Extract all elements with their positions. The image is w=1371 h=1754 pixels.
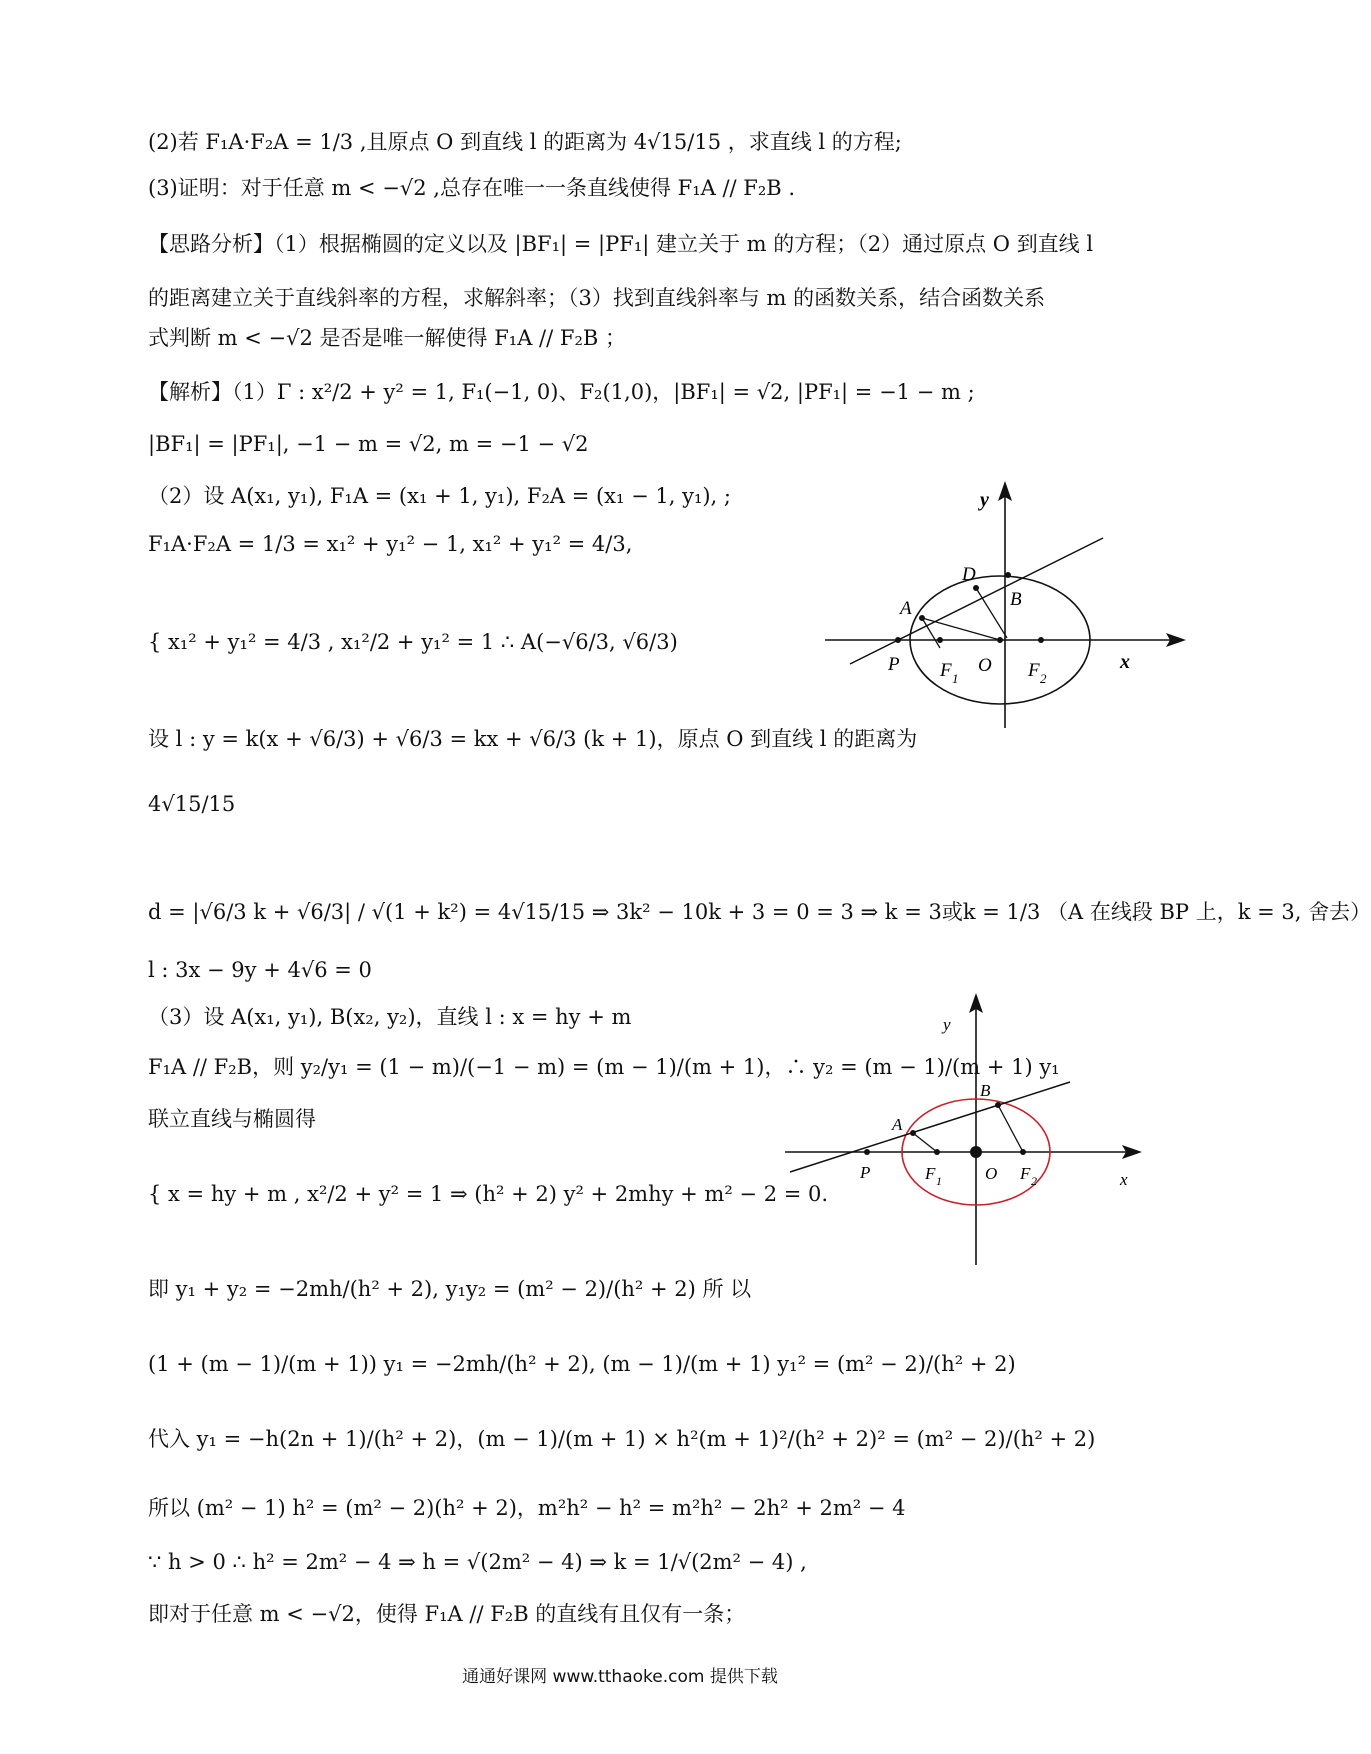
solution-1b: |BF₁| = |PF₁|, −1 − m = √2, m = −1 − √2	[148, 432, 589, 456]
label-y: y	[943, 1015, 951, 1034]
segment-AF1	[913, 1133, 937, 1152]
label-F2-sub: 2	[1031, 1174, 1037, 1188]
solution-1a: 【解析】（1）Γ : x²/2 + y² = 1, F₁(−1, 0)、F₂(1,0)，|BF₁| = √2, |PF₁| = −1 − m ;	[148, 380, 975, 404]
figure-ellipse-2	[780, 985, 1160, 1275]
solution-2g: l : 3x − 9y + 4√6 = 0	[148, 958, 372, 982]
label-F1-sub: 1	[952, 671, 959, 686]
label-F2: F	[1028, 660, 1040, 681]
solution-3b: F₁A // F₂B，则 y₂/y₁ = (1 − m)/(−1 − m) = (m − 1)/(m + 1)，∴ y₂ = (m − 1)/(m + 1) y₁	[148, 1055, 1060, 1079]
point-P	[895, 637, 901, 643]
question-2: (2)若 F₁A·F₂A = 1/3 ,且原点 O 到直线 l 的距离为 4√15/15 ，求直线 l 的方程;	[148, 130, 902, 154]
solution-3f: (1 + (m − 1)/(m + 1)) y₁ = −2mh/(h² + 2), (m − 1)/(m + 1) y₁² = (m² − 2)/(h² + 2)	[148, 1352, 1016, 1376]
solution-3a: （3）设 A(x₁, y₁), B(x₂, y₂)，直线 l : x = hy + m	[148, 1005, 632, 1029]
solution-2a: （2）设 A(x₁, y₁), F₁A = (x₁ + 1, y₁), F₂A = (x₁ − 1, y₁), ;	[148, 484, 731, 508]
solution-3c: 联立直线与椭圆得	[148, 1107, 316, 1131]
label-D: D	[962, 564, 976, 585]
label-A: A	[900, 598, 912, 619]
question-3: (3)证明：对于任意 m < −√2 ,总存在唯一一条直线使得 F₁A // F₂B .	[148, 176, 796, 200]
label-F2-sub: 2	[1040, 671, 1047, 686]
label-F1-sub: 1	[936, 1174, 942, 1188]
analysis-line-1: 【思路分析】（1）根据椭圆的定义以及 |BF₁| = |PF₁| 建立关于 m 的方程；（2）通过原点 O 到直线 l	[148, 232, 1094, 256]
label-P: P	[888, 654, 900, 675]
analysis-line-2: 的距离建立关于直线斜率的方程，求解斜率；（3）找到直线斜率与 m 的函数关系，结合函数关系	[148, 286, 1046, 310]
label-P: P	[860, 1163, 871, 1182]
point-F1	[934, 1149, 940, 1155]
point-B	[995, 1102, 1001, 1108]
line-l	[790, 1082, 1070, 1172]
segment-BF2	[998, 1105, 1023, 1152]
solution-2c: { x₁² + y₁² = 4/3 , x₁²/2 + y₁² = 1 ∴ A(−√6/3, √6/3)	[148, 630, 678, 654]
point-P	[864, 1149, 870, 1155]
solution-3e: 即 y₁ + y₂ = −2mh/(h² + 2), y₁y₂ = (m² − 2)/(h² + 2) 所 以	[148, 1277, 752, 1301]
footer: 通通好课网 www.tthaoke.com 提供下载	[462, 1667, 778, 1687]
solution-2e: 4√15/15	[148, 792, 236, 816]
point-F1	[937, 637, 943, 643]
solution-2d: 设 l : y = k(x + √6/3) + √6/3 = kx + √6/3 (k + 1)，原点 O 到直线 l 的距离为	[148, 727, 918, 751]
solution-3d: { x = hy + m , x²/2 + y² = 1 ⇒ (h² + 2) y² + 2mhy + m² − 2 = 0.	[148, 1182, 829, 1206]
point-D	[973, 585, 979, 591]
point-B	[1005, 572, 1011, 578]
label-B: B	[980, 1081, 991, 1100]
label-O: O	[978, 655, 992, 676]
solution-3h: 所以 (m² − 1) h² = (m² − 2)(h² + 2)，m²h² − h² = m²h² − 2h² + 2m² − 4	[148, 1496, 906, 1520]
solution-3j: 即对于任意 m < −√2，使得 F₁A // F₂B 的直线有且仅有一条；	[148, 1602, 746, 1626]
point-F2	[1020, 1149, 1026, 1155]
label-F1: F	[940, 660, 952, 681]
point-A	[919, 615, 925, 621]
label-A: A	[892, 1115, 903, 1134]
solution-2f: d = |√6/3 k + √6/3| / √(1 + k²) = 4√15/15 ⇒ 3k² − 10k + 3 = 0 = 3 ⇒ k = 3或k = 1/3 （A 在线段 BP 上，k = 3, 舍去）	[148, 900, 1371, 924]
solution-3i: ∵ h > 0 ∴ h² = 2m² − 4 ⇒ h = √(2m² − 4) ⇒ k = 1/√(2m² − 4) ,	[148, 1550, 807, 1574]
label-O: O	[985, 1164, 998, 1183]
segment-DB	[976, 588, 1007, 638]
label-F2: F	[1020, 1164, 1031, 1183]
point-O	[997, 637, 1003, 643]
solution-3g: 代入 y₁ = −h(2n + 1)/(h² + 2)，(m − 1)/(m + 1) × h²(m + 1)²/(h² + 2)² = (m² − 2)/(h² + 2)	[148, 1427, 1096, 1451]
label-y: y	[980, 489, 989, 511]
solution-2b: F₁A·F₂A = 1/3 = x₁² + y₁² − 1, x₁² + y₁² = 4/3,	[148, 532, 633, 556]
label-x: x	[1120, 651, 1130, 673]
point-A	[910, 1130, 916, 1136]
point-F2	[1038, 637, 1044, 643]
label-F1: F	[925, 1164, 936, 1183]
point-O	[970, 1146, 982, 1158]
figure-ellipse-1	[820, 478, 1190, 733]
label-x: x	[1120, 1170, 1128, 1189]
analysis-line-3: 式判断 m < −√2 是否是唯一解使得 F₁A // F₂B ；	[148, 326, 626, 350]
line-l	[850, 538, 1103, 664]
label-B: B	[1010, 589, 1022, 610]
